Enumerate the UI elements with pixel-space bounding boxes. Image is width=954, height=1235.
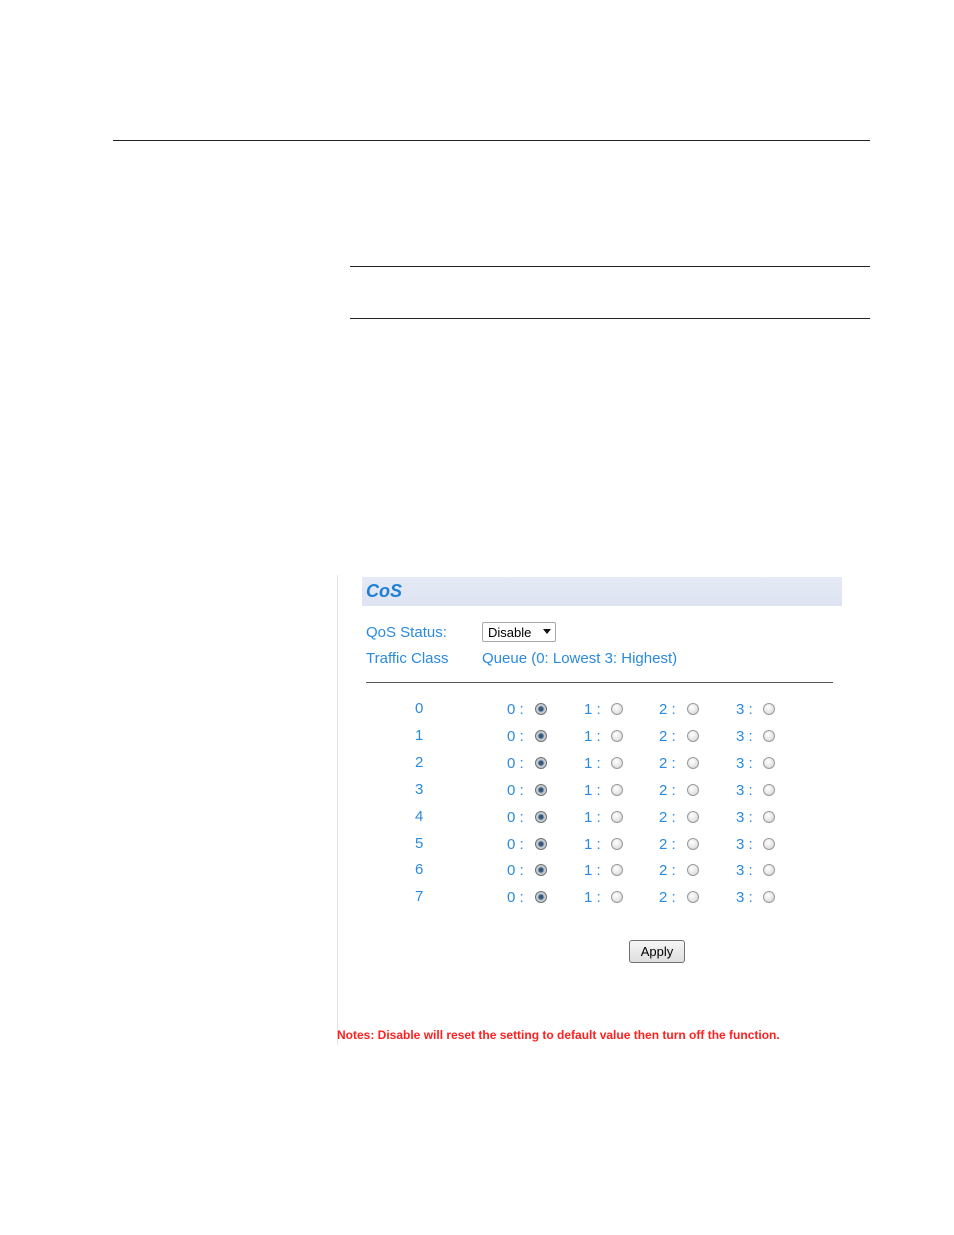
queue-option-label: 0 : [507,862,524,880]
queue-option-label: 1 : [584,727,601,745]
notes-warning: Notes: Disable will reset the setting to default value then turn off the function. [337,1028,780,1042]
queue-2-radio[interactable] [687,891,699,903]
queue-option-label: 2 : [659,889,676,907]
queue-3-radio[interactable] [763,811,775,823]
queue-3-radio[interactable] [763,838,775,850]
queue-0-radio[interactable] [535,730,547,742]
queue-3-radio[interactable] [763,757,775,769]
queue-3-radio[interactable] [763,730,775,742]
queue-1-radio[interactable] [611,784,623,796]
table-row [338,781,844,803]
traffic-class-value: 5 [415,834,424,852]
queue-3-radio[interactable] [763,891,775,903]
traffic-class-value: 0 [415,700,424,717]
queue-0-radio[interactable] [535,784,547,796]
queue-option-label: 2 : [659,727,676,745]
table-row [338,727,844,749]
queue-2-radio[interactable] [687,784,699,796]
cos-header-bar [362,577,842,606]
queue-3-radio[interactable] [763,703,775,715]
queue-option-label: 3 : [736,808,753,826]
queue-option-label: 0 : [507,754,524,772]
traffic-class-value: 6 [415,861,424,879]
queue-option-label: 3 : [736,862,753,880]
queue-0-radio[interactable] [535,838,547,850]
queue-2-radio[interactable] [687,703,699,715]
queue-option-label: 2 : [659,781,676,799]
note-box-top-rule [350,266,870,267]
table-row [338,835,844,857]
queue-1-radio[interactable] [611,838,623,850]
qos-status-value: Disable [488,625,532,640]
queue-option-label: 0 : [507,781,524,799]
apply-button[interactable]: Apply [629,940,685,963]
queue-option-label: 1 : [584,862,601,880]
queue-option-label: 1 : [584,808,601,826]
queue-option-label: 1 : [584,701,601,718]
queue-option-label: 3 : [736,754,753,772]
traffic-class-value: 3 [415,780,424,798]
table-row [338,754,844,776]
queue-option-label: 0 : [507,701,524,718]
queue-option-label: 3 : [736,781,753,799]
queue-option-label: 0 : [507,835,524,853]
traffic-class-value: 1 [415,726,424,744]
queue-2-radio[interactable] [687,838,699,850]
queue-2-radio[interactable] [687,730,699,742]
queue-2-radio[interactable] [687,864,699,876]
queue-option-label: 1 : [584,835,601,853]
queue-0-radio[interactable] [535,864,547,876]
top-divider [113,140,870,141]
queue-option-label: 3 : [736,727,753,745]
traffic-class-value: 7 [415,888,424,906]
table-divider [366,682,833,683]
queue-1-radio[interactable] [611,891,623,903]
cos-panel [337,575,844,1045]
queue-option-label: 2 : [659,835,676,853]
queue-option-label: 0 : [507,727,524,745]
queue-option-label: 2 : [659,808,676,826]
queue-option-label: 1 : [584,781,601,799]
queue-option-label: 1 : [584,889,601,907]
queue-0-radio[interactable] [535,703,547,715]
queue-header: Queue (0: Lowest 3: Highest) [482,650,678,667]
note-box-bottom-rule [350,318,870,319]
queue-option-label: 2 : [659,862,676,880]
traffic-class-header: Traffic Class [366,650,449,667]
table-row [338,700,844,722]
qos-status-select[interactable] [482,622,556,642]
chevron-down-icon [543,629,551,634]
queue-1-radio[interactable] [611,864,623,876]
queue-1-radio[interactable] [611,703,623,715]
queue-3-radio[interactable] [763,864,775,876]
queue-option-label: 2 : [659,754,676,772]
table-row [338,861,844,883]
traffic-class-value: 2 [415,753,424,771]
queue-1-radio[interactable] [611,811,623,823]
queue-option-label: 2 : [659,701,676,718]
queue-option-label: 1 : [584,754,601,772]
queue-1-radio[interactable] [611,730,623,742]
queue-option-label: 0 : [507,808,524,826]
queue-option-label: 0 : [507,889,524,907]
queue-3-radio[interactable] [763,784,775,796]
queue-2-radio[interactable] [687,811,699,823]
table-row [338,808,844,830]
queue-2-radio[interactable] [687,757,699,769]
table-row [338,888,844,910]
queue-option-label: 3 : [736,835,753,853]
queue-0-radio[interactable] [535,891,547,903]
queue-0-radio[interactable] [535,757,547,769]
queue-option-label: 3 : [736,889,753,907]
traffic-class-value: 4 [415,807,424,825]
queue-option-label: 3 : [736,701,753,718]
qos-status-label: QoS Status: [366,624,447,641]
queue-1-radio[interactable] [611,757,623,769]
page-title: CoS [366,581,402,601]
queue-0-radio[interactable] [535,811,547,823]
